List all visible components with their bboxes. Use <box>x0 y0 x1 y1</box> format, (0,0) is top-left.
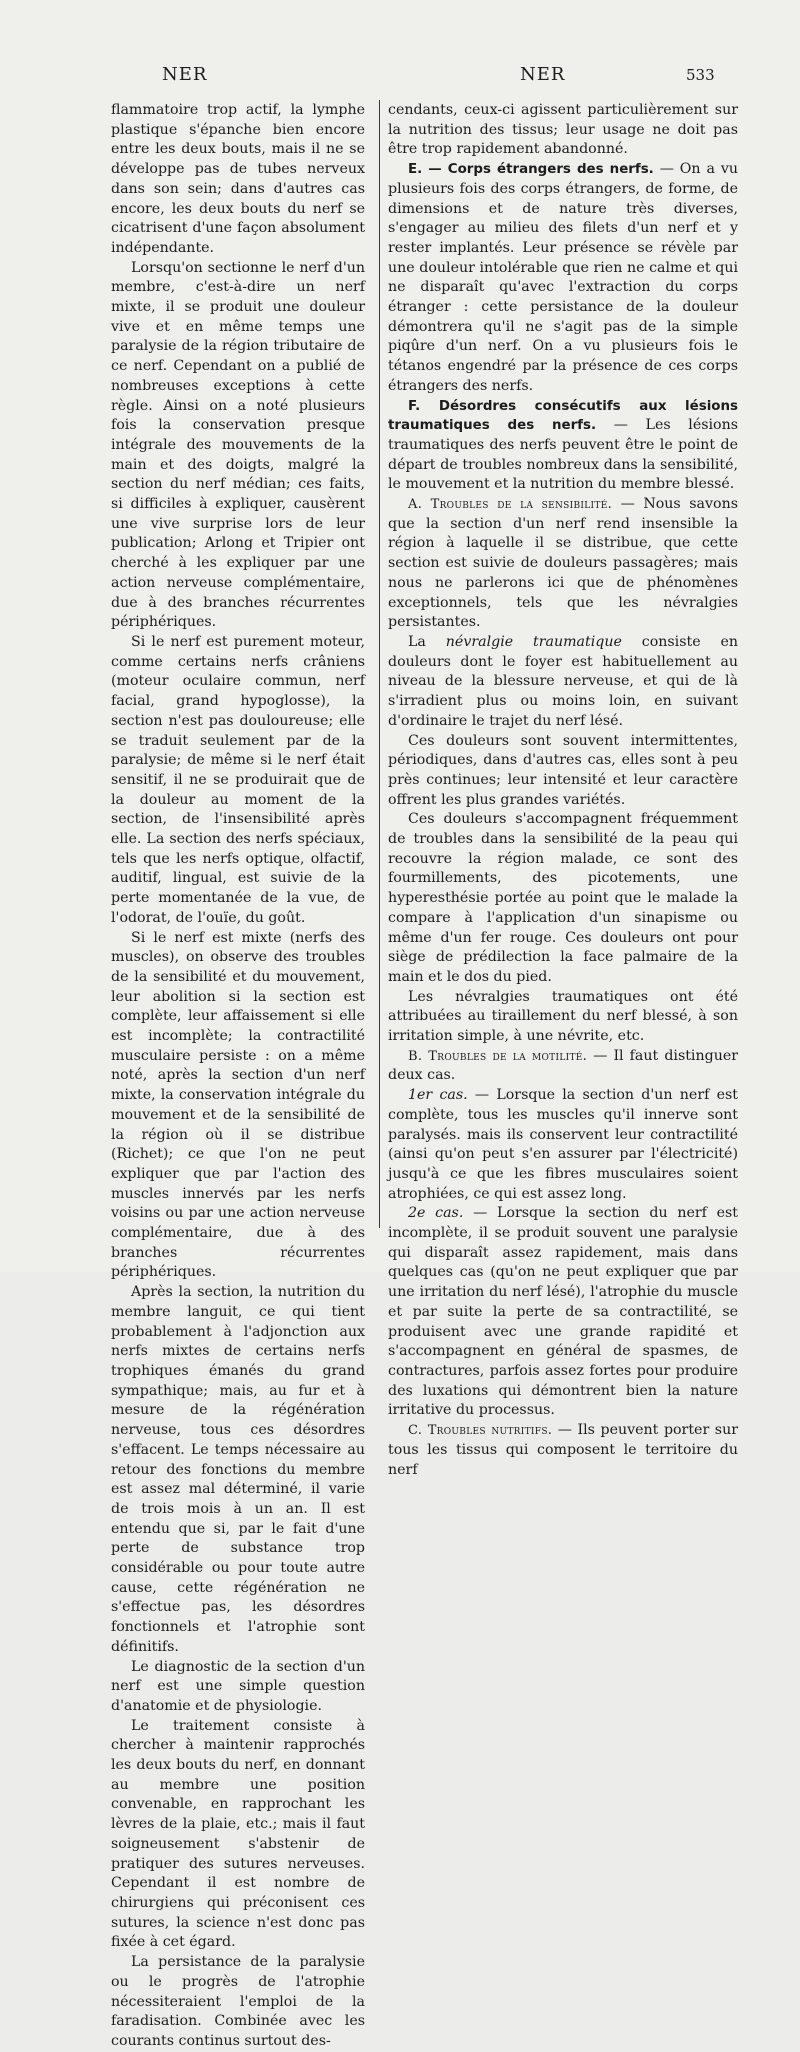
case-2 <box>388 1204 738 1421</box>
italic-term: névralgie traumatique <box>445 633 622 650</box>
subsection-text: — Ils peuvent porter sur tous les tissus qui composent le territoire du nerf <box>388 1422 738 1478</box>
subsection-heading: C. Troubles nutritifs. <box>408 1423 553 1439</box>
paragraph: Ces douleurs sont souvent intermittentes, périodiques, dans d'autres cas, elles sont à peu près continues; leur intensité et leur caractère offrent les plus grandes variétés. <box>388 732 738 808</box>
subsection-heading: B. Troubles de la motilité. <box>408 1048 588 1064</box>
right-column <box>388 101 738 1480</box>
left-column <box>111 101 365 2052</box>
running-header <box>0 58 800 88</box>
paragraph: Les névralgies traumatiques ont été attribuées au tiraillement du nerf blessé, à son irritation simple, à une névrite, etc. <box>388 988 738 1045</box>
subsection-heading: A. Troubles de la sensibilité. <box>408 497 613 513</box>
case-1 <box>388 1086 738 1204</box>
paragraph: Le diagnostic de la section d'un nerf est une simple question d'anatomie et de physiologie. <box>111 1658 365 1714</box>
page-number: 533 <box>686 66 715 84</box>
column-divider <box>379 100 380 1228</box>
paragraph: cendants, ceux-ci agissent particulièrement sur la nutrition des tissus; leur usage ne doit pas être trop rapidement abandonné. <box>388 102 738 158</box>
text-run: La <box>408 633 446 650</box>
paragraph: Le traitement consiste à chercher à maintenir rapprochés les deux bouts du nerf, en donnant au membre une position convenable, en rapprochant les lèvres de la plaie, etc.; mais il faut soigneusement s'abstenir de pratiquer des sutures nerveuses. Cependant il est nombre de chirurgiens qui préconisent ces sutures, la science n'est donc pas fixée à cet égard. <box>111 1717 365 1951</box>
running-title-right: NER <box>520 64 566 85</box>
text-run: consiste en douleurs dont le foyer est habituellement au niveau de la blessure nerveuse, et qui de là s'irradient plus ou moins loin, en suivant d'ordinaire le trajet du nerf lésé. <box>388 633 739 729</box>
section-heading: E. — Corps étrangers des nerfs. <box>408 162 654 178</box>
case-text: — Lorsque la section d'un nerf est complète, tous les muscles qu'il innerve sont paralysés. mais ils conservent leur contractilité (ainsi qu'on peut s'en assurer par l'électricité) jusqu'à ce que les fibres musculaires soient atrophiées, ce qui est assez long. <box>388 1087 738 1202</box>
paragraph: Si le nerf est mixte (nerfs des muscles), on observe des troubles de la sensibilité et du mouvement, leur abolition si la section est complète, leur affaissement si elle est incomplète; la contractilité musculaire persiste : on a même noté, après la section d'un nerf mixte, la conservation intégrale du mouvement et de la sensibilité de la région où il se distribue (Richet); ce que l'on ne peut expliquer que par l'action des muscles innervés par les nerfs voisins ou par une action nerveuse complémentaire, due à des branches récurrentes périphériques. <box>111 929 365 1281</box>
paragraph <box>388 633 738 732</box>
subsection-text: — Nous savons que la section d'un nerf rend insensible la région à laquelle il se distribue, que cette section est suivie de douleurs passagères; mais nous ne parlerons ici que de phénomènes exceptionnels, tels que les névralgies persistantes. <box>388 496 738 631</box>
paragraph: Après la section, la nutrition du membre languit, ce qui tient probablement à l'adjonction aux nerfs mixtes de certains nerfs trophiques émanés du grand sympathique; mais, au fur et à mesure de la régénération nerveuse, tous ces désordres s'effacent. Le temps nécessaire au retour des fonctions du membre est assez mal déterminé, il varie de trois mois à un an. Il est entendu que si, par le fait d'une perte de substance trop considérable ou pour toute autre cause, cette régénération ne s'effectue pas, les désordres fonctionnels et l'atrophie sont définitifs. <box>111 1284 365 1655</box>
paragraph: Ces douleurs s'accompagnent fréquemment de troubles dans la sensibilité de la peau qui recouvre la région malade, ce sont des fourmillements, des picotements, une hyperesthésie portée au point que le malade la compare à l'application d'un sinapisme ou même d'un fer rouge. Ces douleurs ont pour siège de prédilection la face palmaire de la main et le dos du pied. <box>388 811 738 985</box>
section-heading: F. Désordres consécutifs aux lésions traumatiques des nerfs. <box>388 398 738 434</box>
case-label: 2e cas. <box>408 1205 464 1222</box>
subsection-a <box>388 495 738 633</box>
paragraph: La persistance de la paralysie ou le progrès de l'atrophie nécessiteraient l'emploi de la faradisation. Combinée avec les courants continus surtout des- <box>111 1954 365 2049</box>
section-f <box>388 397 738 496</box>
case-label: 1er cas. <box>408 1087 468 1104</box>
section-e <box>388 160 738 396</box>
case-text: — Lorsque la section du nerf est incomplète, il se produit souvent une paralysie qui disparaît assez rapidement, mais dans quelques cas (qu'on ne peut expliquer que par une irritation du nerf lésé), l'atrophie du muscle et par suite la perte de sa contractilité, se produisent avec une grande rapidité et s'accompagnent en général de spasmes, de contractures, parfois assez fortes pour produire des luxations qui démontrent bien la nature irritative du processus. <box>388 1205 738 1419</box>
paragraph: flammatoire trop actif, la lymphe plastique s'épanche bien encore entre les deux bouts, mais il ne se développe pas de tubes nerveux dans son sein; dans d'autres cas encore, les deux bouts du nerf se cicatrisent d'une façon absolument indépendante. <box>111 102 365 256</box>
subsection-b <box>388 1047 738 1086</box>
subsection-text: — Il faut distinguer deux cas. <box>388 1047 739 1084</box>
subsection-c <box>388 1421 738 1480</box>
paragraph: Lorsqu'on sectionne le nerf d'un membre, c'est-à-dire un nerf mixte, il se produit une douleur vive et en même temps une paralysie de la région tributaire de ce nerf. Cependant on a publié de nombreuses exceptions à cette règle. Ainsi on a noté plusieurs fois la conservation presque intégrale des mouvements de la main et des doigts, malgré la section du nerf médian; ces faits, si difficiles à expliquer, causèrent une vive surprise lors de leur publication; Arlong et Tripier ont cherché à les expliquer par une action nerveuse complémentaire, due à des branches récurrentes périphériques. <box>111 259 365 631</box>
paragraph: Si le nerf est purement moteur, comme certains nerfs crâniens (moteur oculaire commun, nerf facial, grand hypoglosse), la section n'est pas douloureuse; elle se traduit seulement par de la paralysie; de même si le nerf était sensitif, il ne se produirait que de la douleur au moment de la section, de l'insensibilité après elle. La section des nerfs spéciaux, tels que les nerfs optique, olfactif, auditif, lingual, est suivie de la perte momentanée de la vue, de l'odorat, de l'ouïe, du goût. <box>111 633 365 926</box>
section-text: — On a vu plusieurs fois des corps étrangers, de forme, de dimensions et de nature très diverses, s'engager au milieu des filets d'un nerf et y rester implantés. Leur présence se révèle par une douleur intolérable que rien ne calme et qui ne disparaît qu'avec l'extraction du corps étranger : cette persistance de la douleur démontrera qu'il ne s'agit pas de la simple piqûre d'un nerf. On a vu plusieurs fois le tétanos engendré par la présence de ces corps étrangers des nerfs. <box>388 161 738 394</box>
running-title-left: NER <box>162 64 208 85</box>
section-text: — Les lésions traumatiques des nerfs peuvent être le point de départ de troubles nombreux dans la sensibilité, le mouvement et la nutrition du membre blessé. <box>388 417 738 493</box>
